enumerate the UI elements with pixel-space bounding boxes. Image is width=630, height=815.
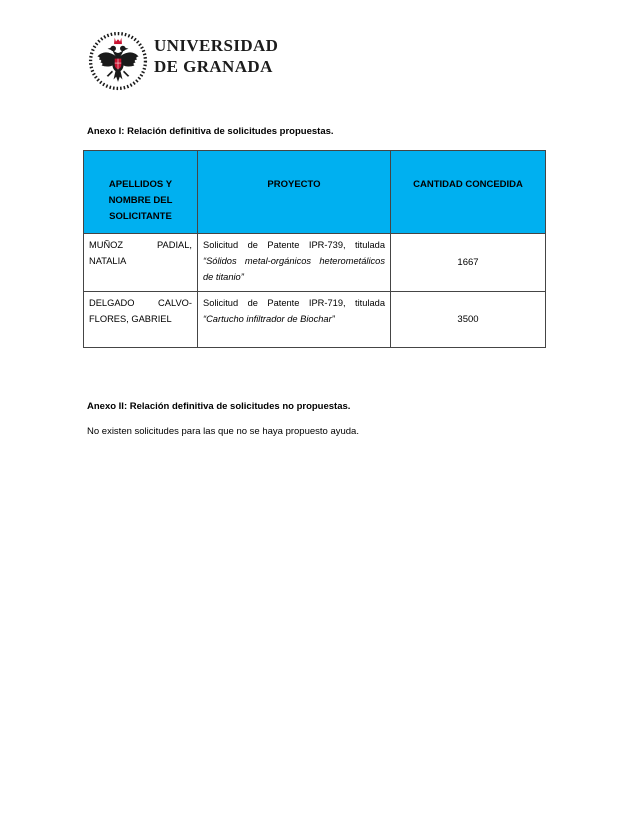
project-title-quote: “Cartucho infiltrador de Biochar” <box>203 314 335 324</box>
amount-granted: 3500 <box>391 292 546 348</box>
university-logo <box>88 30 278 92</box>
table-header-row <box>84 151 546 234</box>
project-description <box>198 234 391 292</box>
amount-granted: 1667 <box>391 234 546 292</box>
anexo2-heading: Anexo II: Relación definitiva de solicitudes no propuestas. <box>87 401 351 412</box>
col-header-amount: CANTIDAD CONCEDIDA <box>391 151 546 234</box>
logo-line-2: DE GRANADA <box>154 57 273 76</box>
logo-line-1: UNIVERSIDAD <box>154 36 279 55</box>
table-row <box>84 292 546 348</box>
project-prefix: Solicitud de Patente IPR-719, titulada <box>203 298 385 308</box>
table-row <box>84 234 546 292</box>
project-prefix: Solicitud de Patente IPR-739, titulada <box>203 240 385 250</box>
crown-icon <box>114 38 122 44</box>
project-title-quote: “Sólidos metal-orgánicos heterometálicos de titanio” <box>203 256 385 282</box>
applicant-name: DELGADO CALVO-FLORES, GABRIEL <box>84 292 198 348</box>
anexo1-heading: Anexo I: Relación definitiva de solicitudes propuestas. <box>87 126 334 137</box>
anexo2-note: No existen solicitudes para las que no se haya propuesto ayuda. <box>87 426 359 437</box>
grants-table <box>83 150 546 348</box>
applicant-name: MUÑOZ PADIAL, NATALIA <box>84 234 198 292</box>
logo-wordmark <box>154 30 278 77</box>
col-header-project: PROYECTO <box>198 151 391 234</box>
project-description <box>198 292 391 348</box>
ugr-crest-icon <box>88 30 148 92</box>
col-header-applicant: APELLIDOS Y NOMBRE DEL SOLICITANTE <box>84 151 198 234</box>
